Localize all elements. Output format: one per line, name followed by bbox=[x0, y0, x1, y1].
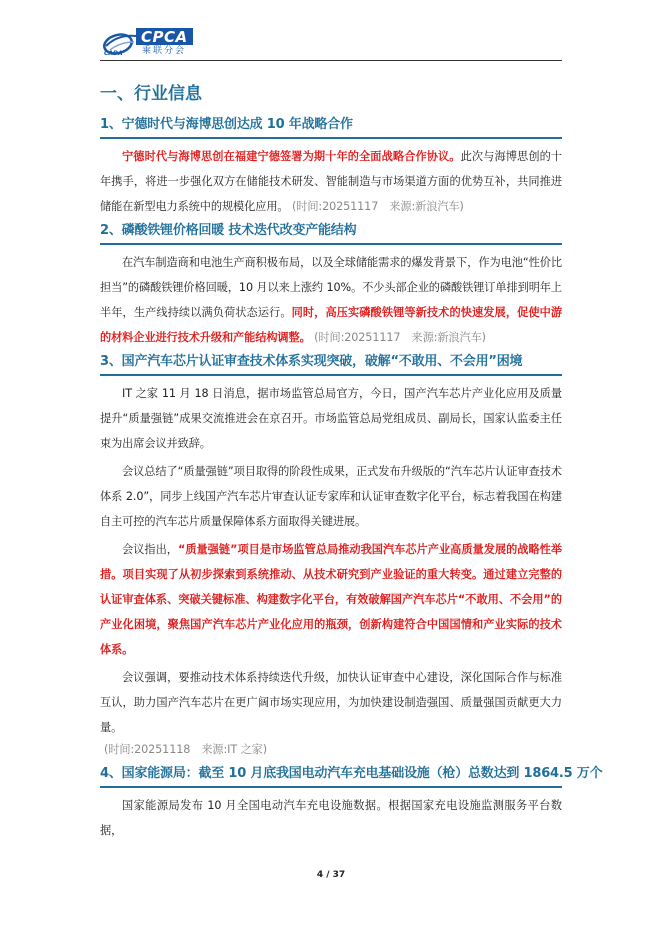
cpca-logo bbox=[102, 28, 200, 58]
article-paragraph bbox=[100, 537, 562, 662]
body-text: 会议强调，要推动技术体系持续迭代升级，加快认证审查中心建设，深化国际合作与标准互认，助力国产汽车芯片在更广阔市场实现应用，为加快建设制造强国、质量强国贡献更大力量。 bbox=[100, 671, 562, 734]
article-paragraph bbox=[100, 793, 562, 843]
current-page: 4 bbox=[316, 870, 324, 880]
article-paragraph bbox=[100, 381, 562, 456]
page-separator: / bbox=[326, 870, 330, 880]
body-text: 此次与海博思创的十年携手，将进一步强化双方在储能技术研发、智能制造与市场渠道方面的优势互补，共同推进储能在新型电力系统中的规模化应用。 bbox=[100, 150, 562, 213]
highlight-text: 宁德时代与海博思创在福建宁德签署为期十年的全面战略合作协议。 bbox=[122, 150, 461, 163]
body-text: 会议总结了“质量强链”项目取得的阶段性成果，正式发布升级版的“汽车芯片认证审查技术体系 2.0”，同步上线国产汽车芯片审查认证专家库和认证审查数字化平台，标志着我国在构建自主可控的汽车芯片质量保障体系方面取得关键进展。 bbox=[100, 465, 562, 528]
body-text: 在汽车制造商和电池生产商积极布局，以及全球储能需求的爆发背景下，作为电池“性价比担当”的磷酸铁锂价格回暖，10 月以来上涨约 10%。不少头部企业的磷酸铁锂订单排到明年上半年，生产线持续以满负荷状态运行。 bbox=[100, 256, 562, 319]
body-text: IT 之家 11 月 18 日消息，据市场监管总局官方，今日，国产汽车芯片产业化应用及质量提升“质量强链”成果交流推进会在京召开。市场监管总局党组成员、副局长，国家认监委主任束为出席会议并致辞。 bbox=[100, 387, 562, 450]
source-meta: (时间:20251118 来源:IT 之家) bbox=[104, 743, 268, 756]
section-title: 一、行业信息 bbox=[100, 84, 202, 104]
article-paragraph bbox=[100, 250, 562, 350]
page-content bbox=[100, 82, 603, 846]
highlight-text: “质量强链”项目是市场监管总局推动我国汽车芯片产业高质量发展的战略性举措。项目实现了从初步探索到系统推动、从技术研究到产业验证的重大转变。通过建立完整的认证审查体系、突破关键标准、构建数字化平台，有效破解国产汽车芯片“不敢用、不会用”的产业化困境，聚焦国产汽车芯片产业化应用的瓶颈，创新构建符合中国国情和产业实际的技术体系。 bbox=[100, 543, 562, 656]
article-paragraph bbox=[100, 665, 562, 740]
total-pages: 37 bbox=[332, 870, 346, 880]
logo-cn-text: 乘联分会 bbox=[142, 46, 187, 56]
article-title: 4、国家能源局：截至 10 月底我国电动汽车充电基础设施（枪）总数达到 1864.5 万个 bbox=[100, 765, 562, 788]
article-title: 1、宁德时代与海博思创达成 10 年战略合作 bbox=[100, 116, 562, 139]
article-paragraph bbox=[100, 144, 562, 219]
article-title: 2、磷酸铁锂价格回暖 技术迭代改变产能结构 bbox=[100, 222, 562, 245]
source-meta: (时间:20251117 来源:新浪汽车) bbox=[291, 200, 464, 213]
page-number bbox=[0, 870, 662, 880]
source-meta: (时间:20251117 来源:新浪汽车) bbox=[314, 331, 486, 344]
article-title: 3、国产汽车芯片认证审查技术体系实现突破，破解“不敢用、不会用”困境 bbox=[100, 353, 562, 376]
page-header bbox=[100, 26, 562, 61]
logo-sub-text: CADA bbox=[104, 50, 123, 57]
source-line bbox=[100, 737, 562, 762]
body-text: 国家能源局发布 10 月全国电动汽车充电设施数据。根据国家充电设施监测服务平台数据， bbox=[100, 799, 562, 837]
highlight-text: 同时，高压实磷酸铁锂等新技术的快速发展，促使中游的材料企业进行技术升级和产能结构调整。 bbox=[100, 306, 562, 344]
article-paragraph bbox=[100, 459, 562, 534]
lead-text: 会议指出， bbox=[122, 543, 178, 556]
logo-text: CPCA bbox=[136, 28, 193, 45]
